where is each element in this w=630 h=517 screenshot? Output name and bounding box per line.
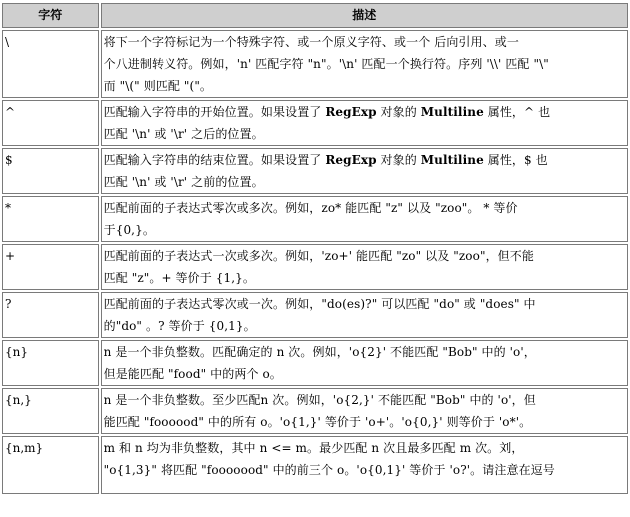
header-description: 描述 (101, 3, 628, 28)
table-row (2, 100, 628, 146)
description-line: 匹配输入字符串的结束位置。如果设置了 RegExp 对象的 Multiline 属性，$ 也 (103, 153, 548, 167)
description-line: 匹配 '\n' 或 '\r' 之后的位置。 (103, 127, 264, 141)
table-row (2, 30, 628, 98)
table-header-row (2, 3, 628, 28)
table-row (2, 148, 628, 194)
description-line: "o{1,3}" 将匹配 "fooooood" 中的前三个 o。'o{0,1}' 等价于 'o?'。请注意在逗号 (103, 463, 555, 477)
header-symbol: 字符 (2, 3, 99, 28)
description-line: 匹配输入字符串的开始位置。如果设置了 RegExp 对象的 Multiline 属性，^ 也 (103, 105, 551, 119)
description-line: 于{0,}。 (103, 223, 155, 237)
table-row (2, 388, 628, 434)
table-row (2, 340, 628, 386)
description-cell (101, 100, 628, 146)
description-cell (101, 292, 628, 338)
description-line: n 是一个非负整数。至少匹配n 次。例如，'o{2,}' 不能匹配 "Bob" 中的 'o'，但 (103, 393, 536, 407)
table-row (2, 436, 628, 494)
description-cell (101, 196, 628, 242)
description-line: 将下一个字符标记为一个特殊字符、或一个原义字符、或一个 后向引用、或一 (103, 35, 519, 49)
description-cell (101, 244, 628, 290)
description-line: 个八进制转义符。例如，'n' 匹配字符 "n"。'\n' 匹配一个换行符。序列 '\\' 匹配 "\" (103, 57, 549, 71)
description-line: 而 "\(" 则匹配 "("。 (103, 79, 213, 93)
symbol-cell: ? (2, 292, 99, 338)
description-line: 但是能匹配 "food" 中的两个 o。 (103, 367, 282, 381)
symbol-cell: {n} (2, 340, 99, 386)
description-cell (101, 148, 628, 194)
table-row (2, 292, 628, 338)
description-line: 的"do" 。? 等价于 {0,1}。 (103, 319, 256, 333)
symbol-cell: ^ (2, 100, 99, 146)
description-line: 能匹配 "foooood" 中的所有 o。'o{1,}' 等价于 'o+'。'o{0,}' 则等价于 'o*'。 (103, 415, 532, 429)
description-line: n 是一个非负整数。匹配确定的 n 次。例如，'o{2}' 不能匹配 "Bob" 中的 'o'， (103, 345, 536, 359)
symbol-cell: $ (2, 148, 99, 194)
symbol-cell: {n,m} (2, 436, 99, 494)
description-line: 匹配 "z"。+ 等价于 {1,}。 (103, 271, 255, 285)
table-row (2, 244, 628, 290)
description-cell (101, 30, 628, 98)
description-cell (101, 388, 628, 434)
symbol-cell: * (2, 196, 99, 242)
description-cell (101, 340, 628, 386)
description-line: 匹配前面的子表达式一次或多次。例如，'zo+' 能匹配 "zo" 以及 "zoo"，但不能 (103, 249, 534, 263)
description-line: 匹配前面的子表达式零次或多次。例如，zo* 能匹配 "z" 以及 "zoo"。 * 等价 (103, 201, 518, 215)
table-row (2, 196, 628, 242)
description-line: m 和 n 均为非负整数，其中 n <= m。最少匹配 n 次且最多匹配 m 次。刘， (103, 441, 524, 455)
description-line: 匹配 '\n' 或 '\r' 之前的位置。 (103, 175, 264, 189)
description-line: 匹配前面的子表达式零次或一次。例如，"do(es)?" 可以匹配 "do" 或 "does" 中 (103, 297, 536, 311)
symbol-cell: \ (2, 30, 99, 98)
symbol-cell: + (2, 244, 99, 290)
description-cell (101, 436, 628, 494)
regex-reference-table (0, 1, 630, 496)
symbol-cell: {n,} (2, 388, 99, 434)
